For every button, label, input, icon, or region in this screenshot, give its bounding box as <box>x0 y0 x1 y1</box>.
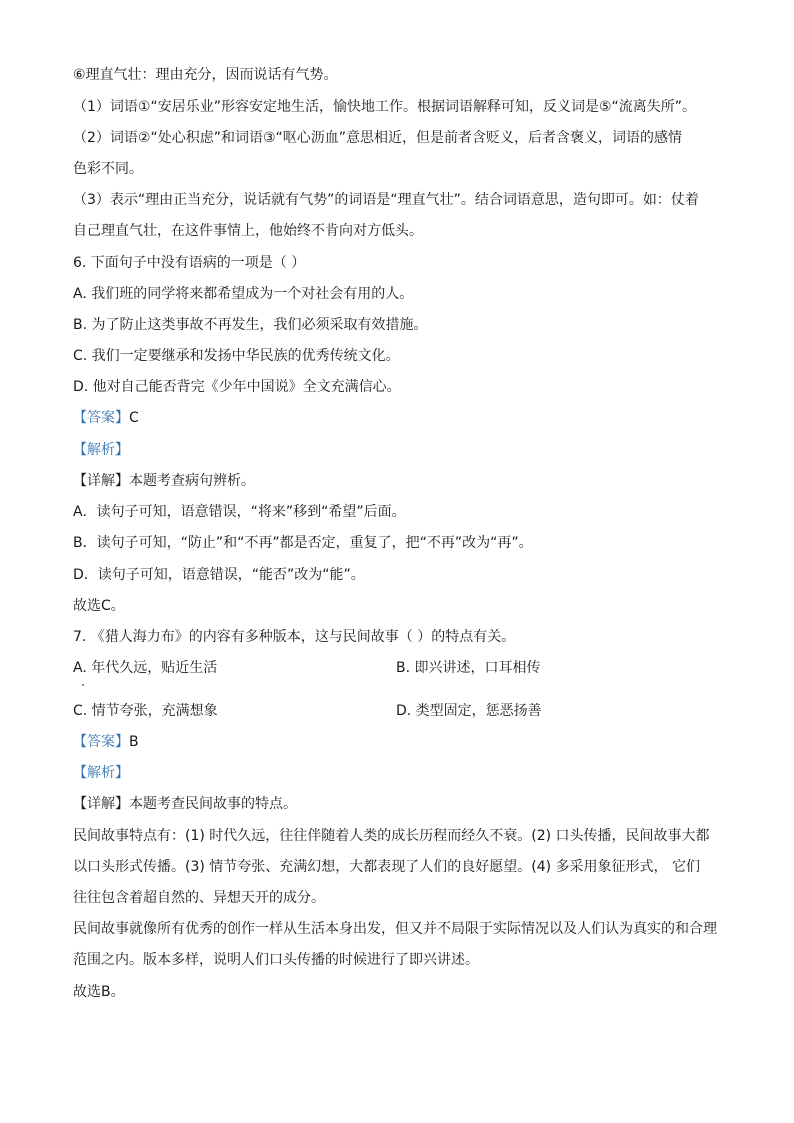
answer-tag: 【答案】 <box>73 410 129 426</box>
answer-value: B <box>129 734 139 750</box>
conclusion-line: 故选C。 <box>73 598 125 614</box>
detail-line <box>73 471 255 491</box>
explain-line: 民间故事特点有：(1) 时代久远，往往伴随着人类的成长历程而经久不衰。(2) 口头传播，民间故事大都 <box>73 828 710 844</box>
intro-line: （2）词语②“处心积虑”和词语③“呕心沥血”意思相近，但是前者含贬义，后者含褒义，词语的感情 <box>73 130 683 146</box>
analysis-tag: 【解析】 <box>73 765 129 781</box>
intro-line: （1）词语①“安居乐业”形容安定地生活，愉快地工作。根据词语解释可知，反义词是⑤“流离失所”。 <box>73 99 697 115</box>
intro-line: ⑥理直气壮：理由充分，因而说话有气势。 <box>73 67 338 83</box>
intro-line: 色彩不同。 <box>73 161 143 177</box>
answer-value: C <box>129 410 139 426</box>
detail-tag: 【详解】 <box>73 473 129 489</box>
option-a: A. 我们班的同学将来都希望成为一个对社会有用的人。 <box>73 286 414 302</box>
explain-line: 以口头形式传播。(3) 情节夸张、充满幻想，大都表现了人们的良好愿望。(4) 多采用象征形式， 它们 <box>73 859 701 875</box>
option-b: B. 为了防止这类事故不再发生，我们必须采取有效措施。 <box>73 317 428 333</box>
detail-line <box>73 794 297 814</box>
explain-line: A．读句子可知，语意错误，“将来”移到“希望”后面。 <box>73 504 406 520</box>
answer-line <box>73 408 139 428</box>
question-stem: 6. 下面句子中没有语病的一项是（ ） <box>73 255 306 271</box>
analysis-line <box>73 440 129 460</box>
stray-dot <box>82 684 84 686</box>
intro-line: （3）表示“理由正当充分，说话就有气势”的词语是“理直气壮”。结合词语意思，造句即可。如：仗着 <box>73 192 699 208</box>
detail-text: 本题考查病句辨析。 <box>129 473 255 489</box>
option-a: A. 年代久远，贴近生活 <box>73 660 218 676</box>
option-c: C. 情节夸张，充满想象 <box>73 703 218 719</box>
explain-line: 民间故事就像所有优秀的创作一样从生活本身出发，但又并不局限于实际情况以及人们认为真实的和合理 <box>73 921 717 937</box>
analysis-line <box>73 763 129 783</box>
intro-line: 自己理直气壮，在这件事情上，他始终不肯向对方低头。 <box>73 223 423 239</box>
answer-tag: 【答案】 <box>73 734 129 750</box>
answer-line <box>73 732 139 752</box>
option-d: D. 他对自己能否背完《少年中国说》全文充满信心。 <box>73 379 401 395</box>
analysis-tag: 【解析】 <box>73 442 129 458</box>
question-stem: 7. 《猎人海力布》的内容有多种版本，这与民间故事（ ）的特点有关。 <box>73 629 516 645</box>
explain-line: B．读句子可知，“防止”和“不再”都是否定，重复了，把“不再”改为“再”。 <box>73 535 533 551</box>
explain-line: 范围之内。版本多样，说明人们口头传播的时候进行了即兴讲述。 <box>73 952 479 968</box>
option-b: B. 即兴讲述，口耳相传 <box>396 660 541 676</box>
explain-line: D．读句子可知，语意错误，“能否”改为“能”。 <box>73 567 365 583</box>
option-c: C. 我们一定要继承和发扬中华民族的优秀传统文化。 <box>73 348 400 364</box>
detail-text: 本题考查民间故事的特点。 <box>129 796 297 812</box>
conclusion-line: 故选B。 <box>73 984 125 1000</box>
option-d: D. 类型固定，惩恶扬善 <box>396 703 542 719</box>
explain-line: 往往包含着超自然的、异想天开的成分。 <box>73 890 325 906</box>
detail-tag: 【详解】 <box>73 796 129 812</box>
